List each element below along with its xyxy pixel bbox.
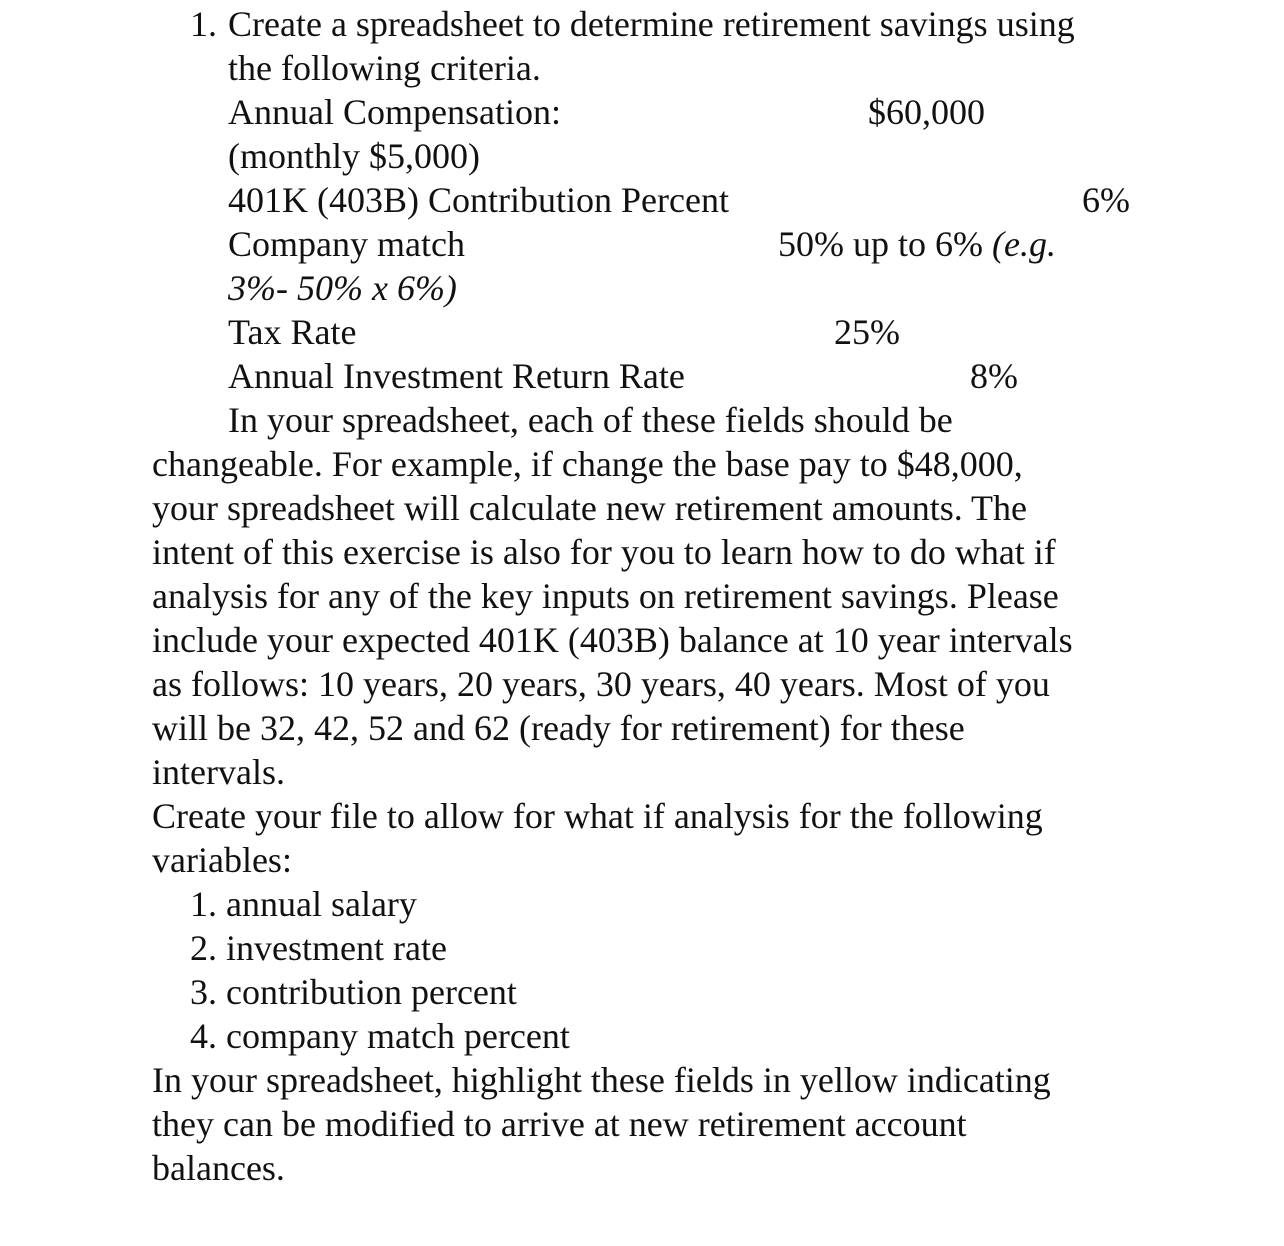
contribution-percent-value: 6%	[1082, 180, 1130, 220]
monthly-note: (monthly $5,000)	[228, 136, 480, 176]
paragraph3-line: balances.	[152, 1148, 285, 1188]
annual-compensation-label: Annual Compensation:	[228, 92, 561, 132]
tax-rate-label: Tax Rate	[228, 312, 357, 352]
intro-line-2: the following criteria.	[228, 48, 541, 88]
intro-line-1: Create a spreadsheet to determine retirement savings using	[228, 4, 1075, 44]
investment-return-value: 8%	[970, 356, 1018, 396]
paragraph1-line: will be 32, 42, 52 and 62 (ready for retirement) for these	[152, 708, 965, 748]
company-match-value	[778, 222, 1056, 266]
company-match-example-start: (e.g.	[991, 224, 1056, 264]
variable-list-item: 4. company match percent	[190, 1016, 570, 1056]
paragraph2-line: Create your file to allow for what if analysis for the following	[152, 796, 1043, 836]
paragraph1-line: changeable. For example, if change the base pay to $48,000,	[152, 444, 1023, 484]
variable-list-item: 3. contribution percent	[190, 972, 517, 1012]
paragraph3-line: they can be modified to arrive at new retirement account	[152, 1104, 967, 1144]
company-match-rate: 50% up to 6%	[778, 224, 983, 264]
investment-return-label: Annual Investment Return Rate	[228, 356, 685, 396]
contribution-percent-label: 401K (403B) Contribution Percent	[228, 180, 729, 220]
paragraph2-line: variables:	[152, 840, 292, 880]
company-match-label: Company match	[228, 224, 465, 264]
annual-compensation-value: $60,000	[868, 92, 985, 132]
paragraph3-line: In your spreadsheet, highlight these fields in yellow indicating	[152, 1060, 1051, 1100]
paragraph1-line: as follows: 10 years, 20 years, 30 years, 40 years. Most of you	[152, 664, 1050, 704]
paragraph1-line: include your expected 401K (403B) balance at 10 year intervals	[152, 620, 1073, 660]
paragraph1-line: your spreadsheet will calculate new retirement amounts. The	[152, 488, 1028, 528]
variable-list-item: 1. annual salary	[190, 884, 417, 924]
paragraph1-line: analysis for any of the key inputs on retirement savings. Please	[152, 576, 1059, 616]
paragraph1-line: In your spreadsheet, each of these fields should be	[228, 400, 953, 440]
paragraph1-line: intent of this exercise is also for you to learn how to do what if	[152, 532, 1056, 572]
company-match-example-end: 3%- 50% x 6%)	[228, 268, 457, 308]
paragraph1-line: intervals.	[152, 752, 285, 792]
item-number: 1.	[190, 4, 217, 44]
tax-rate-value: 25%	[834, 312, 900, 352]
variable-list-item: 2. investment rate	[190, 928, 447, 968]
